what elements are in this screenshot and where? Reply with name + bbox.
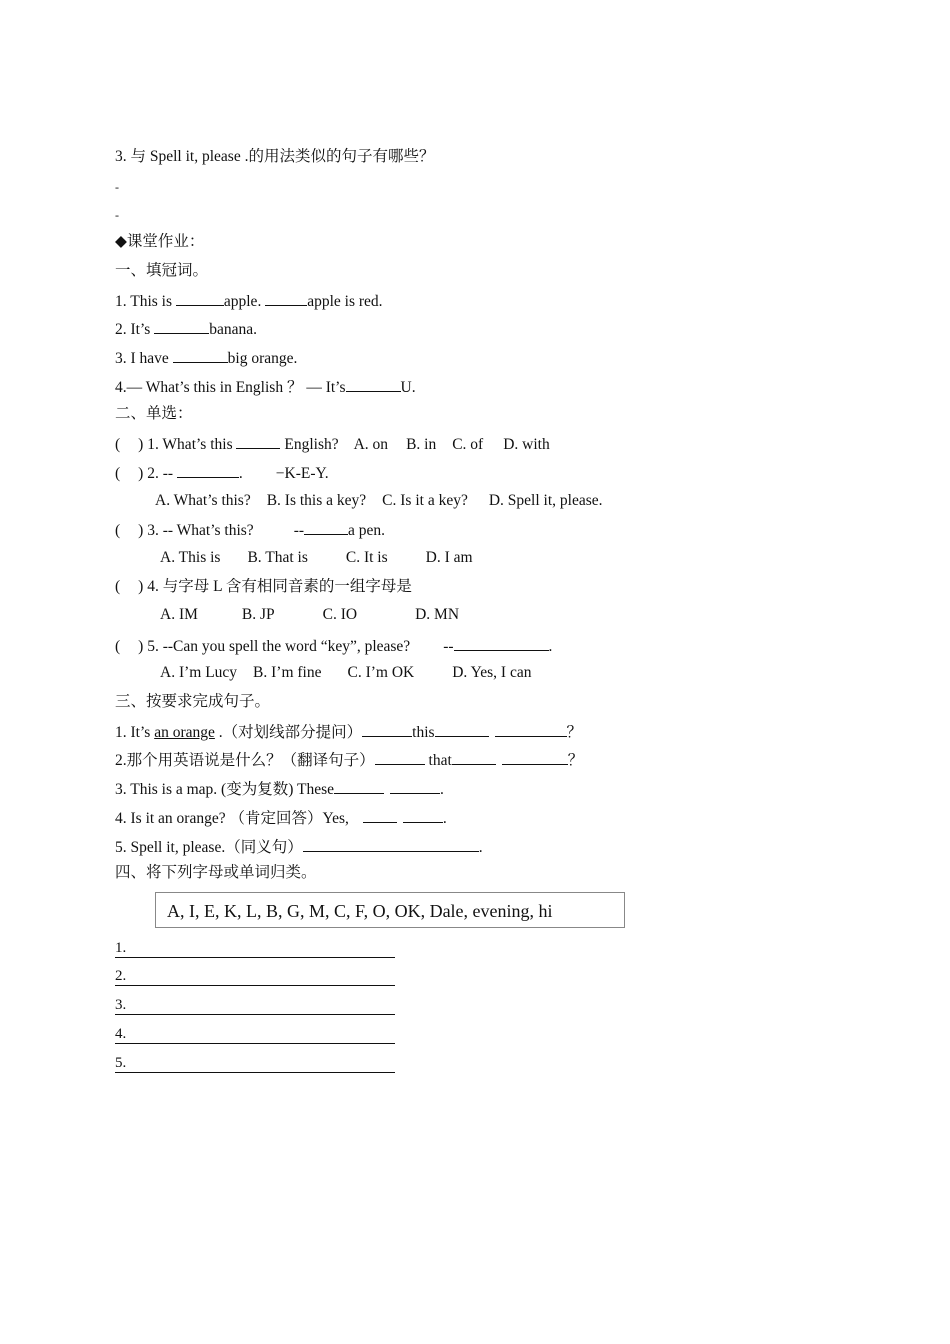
answer-blank[interactable] xyxy=(236,433,280,449)
part2-question-5-options: A. I’m Lucy B. I’m fine C. I’m OK D. Yes, I can xyxy=(160,664,532,681)
answer-blank[interactable] xyxy=(403,807,443,823)
part1-question-2: 2. It’s banana. xyxy=(115,318,257,340)
part3-question-5: 5. Spell it, please.（同义句） . xyxy=(115,836,483,858)
classify-answer-line-3[interactable]: 3. xyxy=(115,996,395,1015)
answer-blank[interactable] xyxy=(362,721,412,737)
part3-question-2: 2.那个用英语说是什么？（翻译句子） that ？ xyxy=(115,749,583,771)
part2-question-2: ( ) 2. -- . −K-E-Y. xyxy=(115,462,329,484)
answer-blank[interactable] xyxy=(265,290,307,306)
answer-blank[interactable] xyxy=(176,290,224,306)
part2-title: 二、单选： xyxy=(115,405,193,422)
part2-question-1: ( ) 1. What’s this English? A. on B. in C. of D. with xyxy=(115,433,550,455)
classify-answer-line-1[interactable]: 1. xyxy=(115,939,395,958)
answer-blank[interactable] xyxy=(334,778,384,794)
underlined-phrase: an orange xyxy=(154,724,215,741)
answer-blank[interactable] xyxy=(154,318,209,334)
part2-question-3: ( ) 3. -- What’s this? -- a pen. xyxy=(115,519,385,541)
part4-title: 四、将下列字母或单词归类。 xyxy=(115,864,317,881)
part3-question-3: 3. This is a map. (变为复数) These . xyxy=(115,778,444,800)
part1-question-4: 4.— What’s this in English ？ — It’s U. xyxy=(115,376,416,398)
part1-question-3: 3. I have big orange. xyxy=(115,347,297,369)
answer-blank[interactable] xyxy=(502,749,568,765)
answer-blank[interactable] xyxy=(303,836,479,852)
answer-blank[interactable] xyxy=(375,749,425,765)
answer-blank[interactable] xyxy=(390,778,440,794)
homework-title: ◆课堂作业： xyxy=(115,233,205,250)
answer-blank[interactable] xyxy=(452,749,496,765)
answer-blank[interactable] xyxy=(173,347,228,363)
answer-blank[interactable] xyxy=(304,519,348,535)
part1-title: 一、填冠词。 xyxy=(115,262,209,279)
classify-answer-line-4[interactable]: 4. xyxy=(115,1025,395,1044)
part1-question-1: 1. This is apple. apple is red. xyxy=(115,290,383,312)
answer-blank[interactable] xyxy=(454,635,549,651)
part3-question-4: 4. Is it an orange? （肯定回答）Yes, . xyxy=(115,807,447,829)
answer-blank[interactable] xyxy=(435,721,489,737)
question-3-header: 3. 与 Spell it, please .的用法类似的句子有哪些？ xyxy=(115,148,435,165)
word-box: A, I, E, K, L, B, G, M, C, F, O, OK, Dale, evening, hi xyxy=(155,892,625,928)
part2-question-4-options: A. IM B. JP C. IO D. MN xyxy=(160,606,460,623)
part2-question-2-options: A. What’s this? B. Is this a key? C. Is it a key? D. Spell it, please. xyxy=(155,492,603,509)
part3-title: 三、按要求完成句子。 xyxy=(115,693,271,710)
classify-answer-line-5[interactable]: 5. xyxy=(115,1054,395,1073)
answer-blank[interactable] xyxy=(346,376,401,392)
answer-blank[interactable] xyxy=(177,462,239,478)
answer-blank[interactable] xyxy=(363,807,397,823)
part2-question-3-options: A. This is B. That is C. It is D. I am xyxy=(160,549,473,566)
part2-question-4: ( ) 4. 与字母 L 含有相同音素的一组字母是 xyxy=(115,578,412,595)
answer-dash-2: - xyxy=(115,208,119,222)
part2-question-5: ( ) 5. --Can you spell the word “key”, please? -- . xyxy=(115,635,552,657)
answer-blank[interactable] xyxy=(495,721,567,737)
classify-answer-line-2[interactable]: 2. xyxy=(115,967,395,986)
part3-question-1: 1. It’s an orange .（对划线部分提问） this ？ xyxy=(115,721,582,743)
answer-dash-1: - xyxy=(115,180,119,194)
